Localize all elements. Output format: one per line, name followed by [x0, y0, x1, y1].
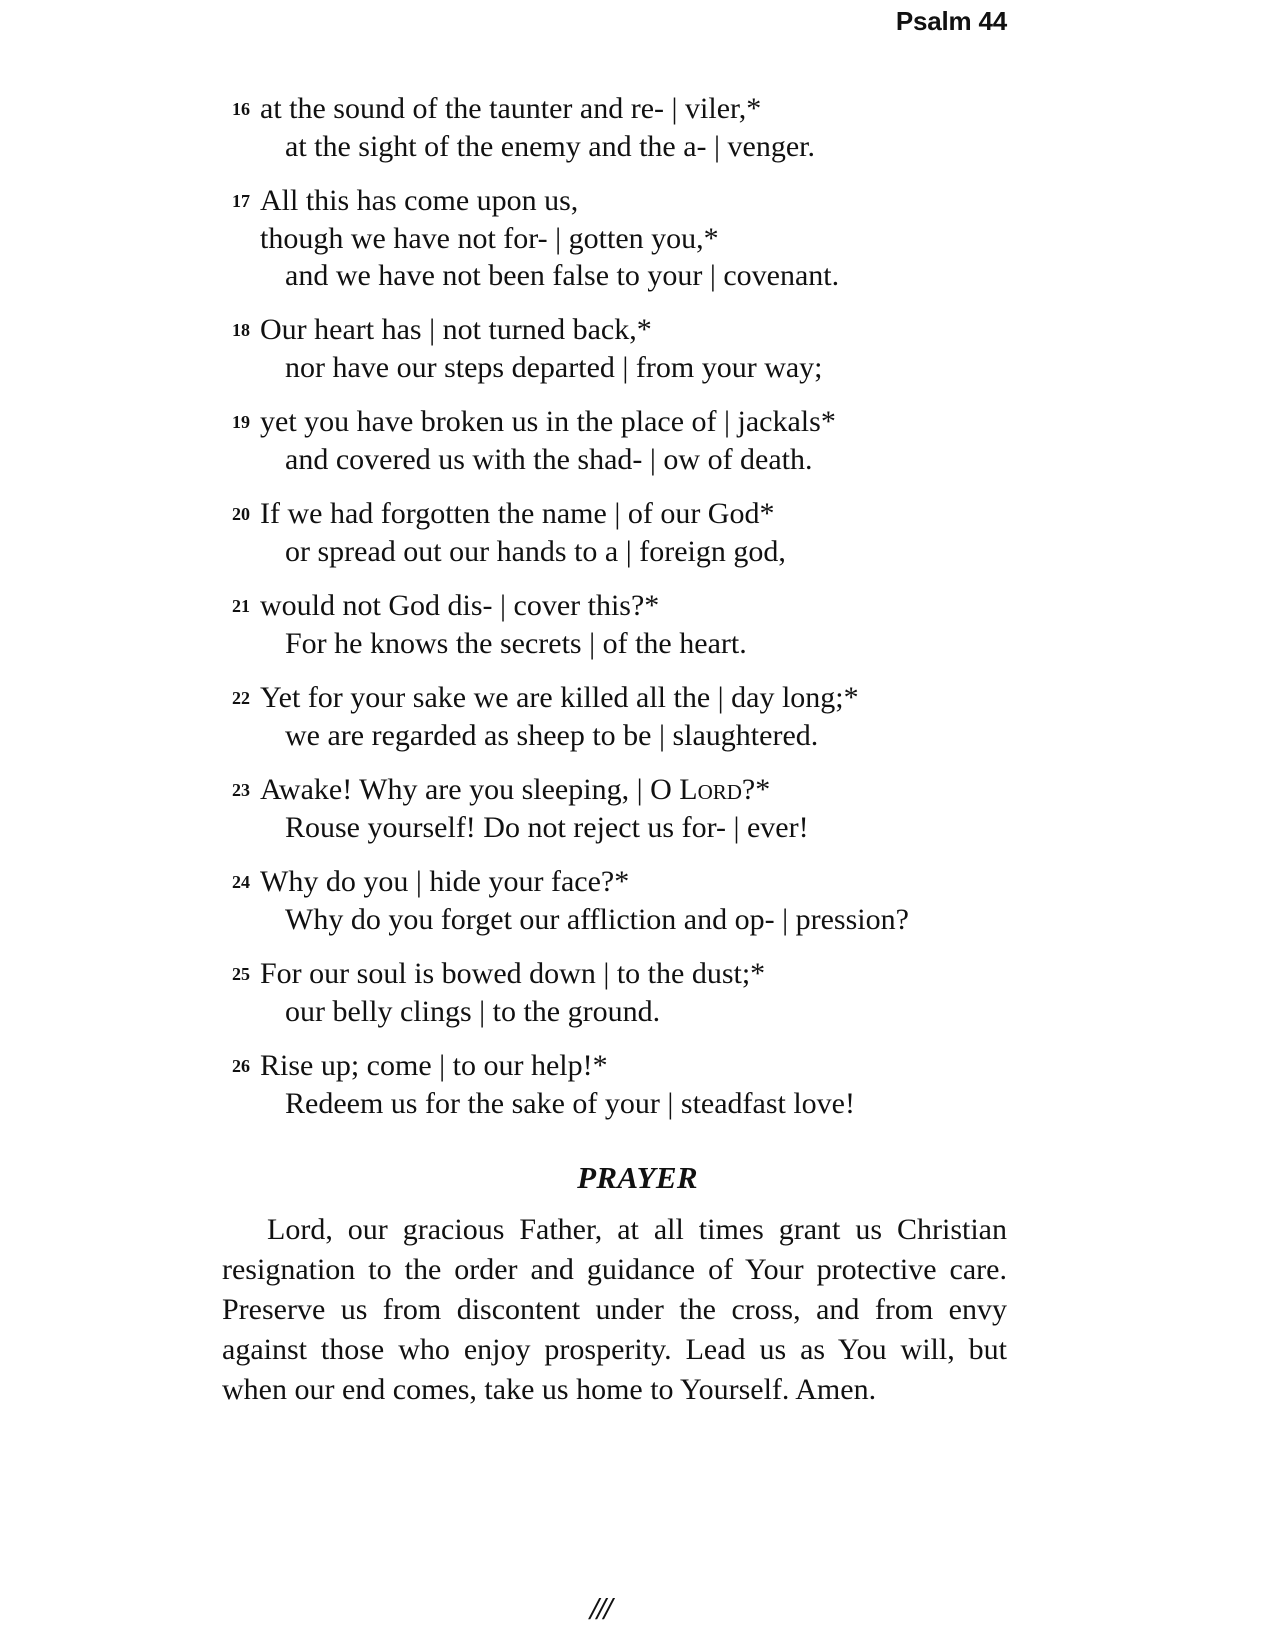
- verse-number: 18: [232, 320, 250, 340]
- verse-line-text: Rise up; come | to our help!*: [260, 1049, 608, 1082]
- verse-line: [230, 311, 1030, 349]
- verse-line-text: If we had forgotten the name | of our God*: [260, 497, 775, 530]
- verse-number: 23: [232, 780, 250, 800]
- verse-number: 20: [232, 504, 250, 524]
- verse-number: 21: [232, 596, 250, 616]
- verse-line: Redeem us for the sake of your | steadfast love!: [285, 1087, 855, 1120]
- verse-line: our belly clings | to the ground.: [285, 995, 661, 1028]
- verse-line: [230, 679, 1030, 717]
- verse-21: [230, 587, 1030, 662]
- verse-number: 24: [232, 872, 250, 892]
- verse-24: [230, 863, 1030, 938]
- verse-line: [230, 863, 1030, 901]
- verse-line: nor have our steps departed | from your way;: [285, 351, 823, 384]
- verse-line-text: Yet for your sake we are killed all the | day long;*: [260, 681, 859, 714]
- verse-25: [230, 955, 1030, 1030]
- verse-22: [230, 679, 1030, 754]
- verse-20: [230, 495, 1030, 570]
- running-title: Psalm 44: [895, 6, 1007, 36]
- verse-line: [230, 771, 1030, 809]
- verse-line: [230, 495, 1030, 533]
- verse-line-text: yet you have broken us in the place of | jackals*: [260, 405, 836, 438]
- verse-line: [230, 587, 1030, 625]
- verse-number: 17: [232, 191, 250, 211]
- verse-number: 22: [232, 688, 250, 708]
- prayer-text: Lord, our gracious Father, at all times grant us Christian resignation to the order and guidance of Your protective care. Preserve us from discontent under the cross, and from envy against those who enjoy prosperity. Lead us as You will, but when our end comes, take us home to Yourself. Amen.: [222, 1213, 1007, 1406]
- verse-18: [230, 311, 1030, 386]
- verse-line-text: at the sound of the taunter and re- | viler,*: [260, 92, 762, 125]
- verse-line: [230, 90, 1030, 128]
- verse-line: though we have not for- | gotten you,*: [260, 222, 719, 255]
- verse-line-text: Awake! Why are you sleeping, | O: [260, 773, 680, 806]
- verse-number: 19: [232, 412, 250, 432]
- folio-mark: ///: [590, 1590, 611, 1626]
- divine-name: Lord: [679, 773, 742, 806]
- verse-line: [230, 182, 1030, 220]
- psalm-text: [230, 90, 1030, 1139]
- verse-line: and we have not been false to your | covenant.: [285, 259, 840, 292]
- verse-line-text: For our soul is bowed down | to the dust;*: [260, 957, 766, 990]
- verse-number: 25: [232, 964, 250, 984]
- verse-26: [230, 1047, 1030, 1122]
- verse-line-text: would not God dis- | cover this?*: [260, 589, 660, 622]
- verse-line-text: Why do you | hide your face?*: [260, 865, 630, 898]
- verse-line-text: Our heart has | not turned back,*: [260, 313, 652, 346]
- verse-line: [230, 1047, 1030, 1085]
- verse-number: 26: [232, 1056, 250, 1076]
- prayer-heading: PRAYER: [577, 1160, 698, 1195]
- verse-line: [230, 403, 1030, 441]
- verse-line-text: ?*: [741, 773, 771, 806]
- verse-line: Why do you forget our affliction and op- | pression?: [285, 903, 909, 936]
- verse-19: [230, 403, 1030, 478]
- verse-23: [230, 771, 1030, 846]
- verse-line: [230, 955, 1030, 993]
- verse-line: we are regarded as sheep to be | slaughtered.: [285, 719, 819, 752]
- verse-number: 16: [232, 99, 250, 119]
- verse-line: and covered us with the shad- | ow of death.: [285, 443, 813, 476]
- verse-17: [230, 182, 1030, 294]
- verse-line-text: All this has come upon us,: [260, 184, 579, 217]
- verse-line: Rouse yourself! Do not reject us for- | ever!: [285, 811, 809, 844]
- verse-line: For he knows the secrets | of the heart.: [285, 627, 747, 660]
- verse-16: [230, 90, 1030, 165]
- verse-line: at the sight of the enemy and the a- | venger.: [285, 130, 815, 163]
- verse-line: or spread out our hands to a | foreign god,: [285, 535, 786, 568]
